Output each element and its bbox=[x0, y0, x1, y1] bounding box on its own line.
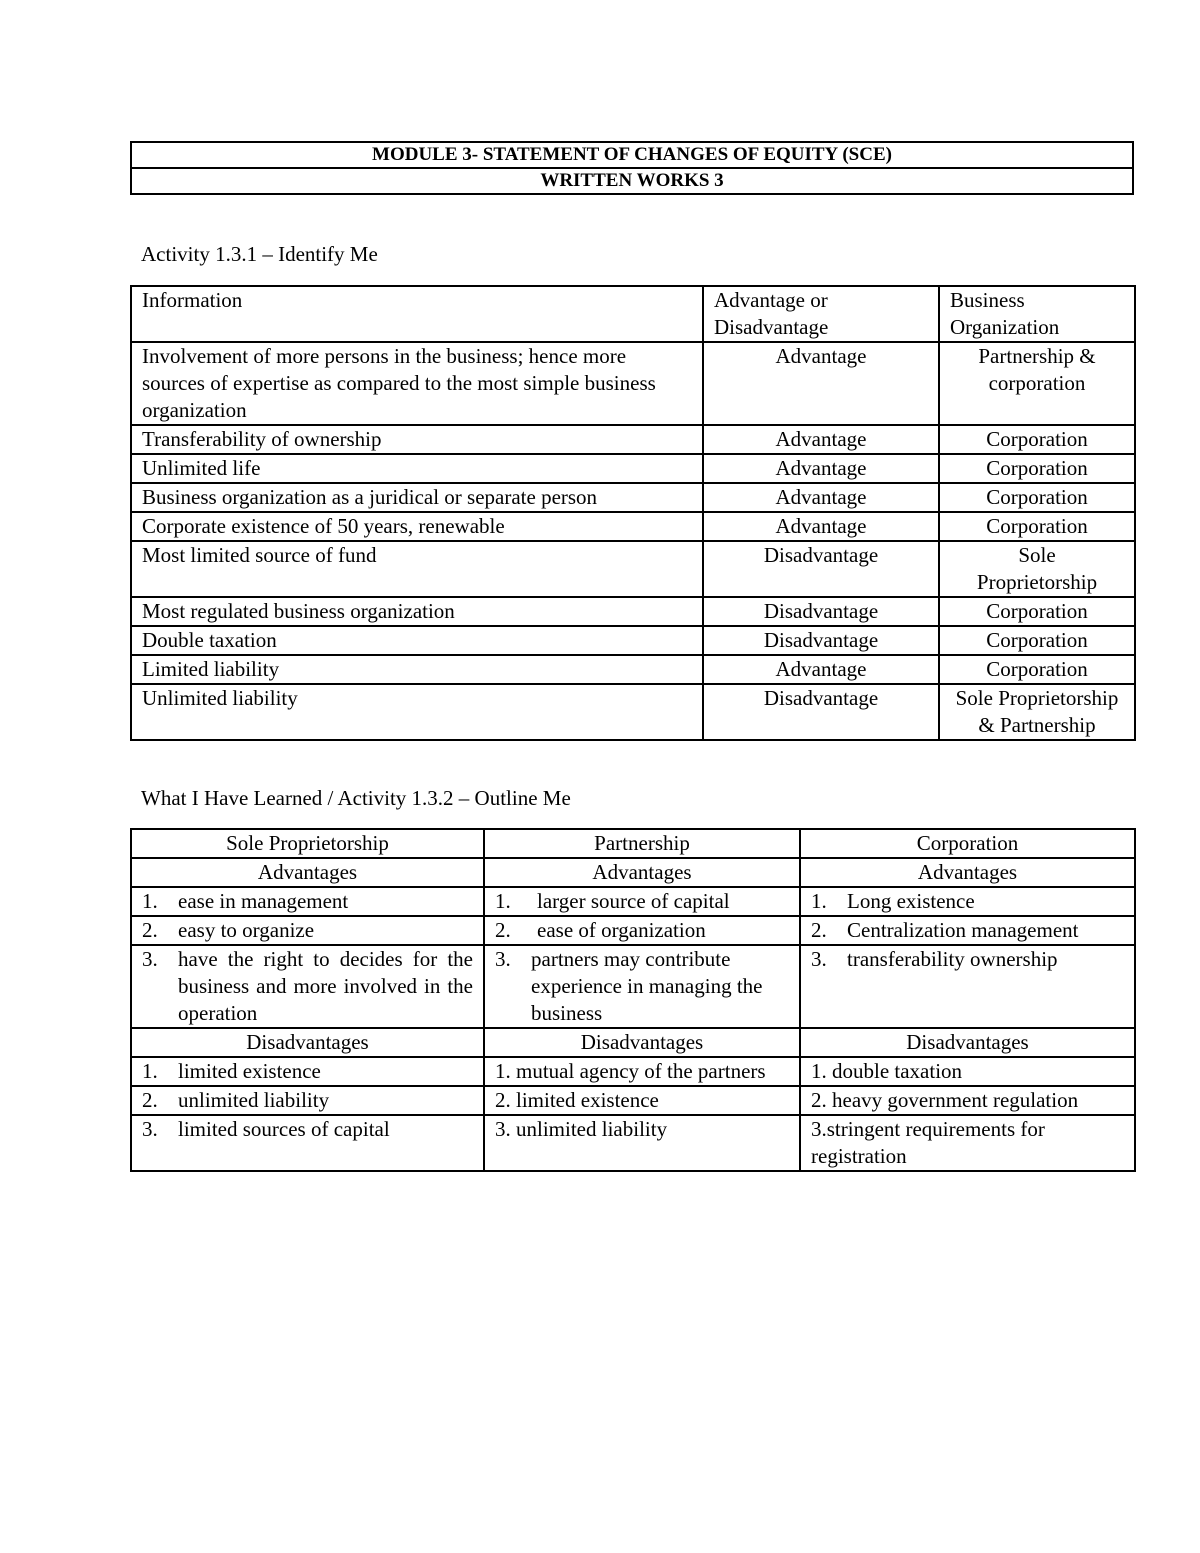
org-cell: Corporation bbox=[939, 425, 1135, 454]
item-text: ease of organization bbox=[537, 918, 706, 942]
item-text: partners may contribute experience in managing the business bbox=[531, 947, 763, 1025]
table-row bbox=[131, 945, 1135, 1028]
type-cell: Disadvantage bbox=[703, 684, 939, 740]
item-number: 2. bbox=[811, 918, 827, 942]
table-row bbox=[131, 1057, 1135, 1086]
table-row bbox=[131, 425, 1135, 454]
type-cell: Disadvantage bbox=[703, 597, 939, 626]
table-row bbox=[131, 342, 1135, 425]
list-item: 1. double taxation bbox=[800, 1057, 1135, 1086]
info-cell: Unlimited life bbox=[131, 454, 703, 483]
table-row bbox=[131, 483, 1135, 512]
list-item bbox=[800, 916, 1135, 945]
org-cell: Corporation bbox=[939, 483, 1135, 512]
table-header-row bbox=[131, 286, 1135, 342]
item-number: 1. bbox=[495, 889, 511, 913]
list-item bbox=[131, 916, 484, 945]
table-row bbox=[131, 1115, 1135, 1171]
column-partnership: Partnership bbox=[484, 829, 800, 858]
disadvantages-label: Disadvantages bbox=[484, 1028, 800, 1057]
type-cell: Advantage bbox=[703, 512, 939, 541]
item-number: 3. bbox=[495, 947, 511, 971]
header-information: Information bbox=[131, 286, 703, 342]
header-row bbox=[131, 168, 1133, 194]
item-number: 1. bbox=[811, 889, 827, 913]
type-cell: Advantage bbox=[703, 655, 939, 684]
info-cell: Limited liability bbox=[131, 655, 703, 684]
document-page bbox=[130, 141, 1134, 1172]
org-cell: Sole Proprietorship & Partnership bbox=[939, 684, 1135, 740]
disadvantages-label-row bbox=[131, 1028, 1135, 1057]
table-row bbox=[131, 1086, 1135, 1115]
table-row bbox=[131, 655, 1135, 684]
list-item bbox=[484, 916, 800, 945]
item-number: 2. bbox=[142, 1088, 158, 1112]
list-item bbox=[800, 945, 1135, 1028]
advantages-label-row bbox=[131, 858, 1135, 887]
list-item bbox=[131, 887, 484, 916]
item-text: larger source of capital bbox=[537, 889, 730, 913]
type-cell: Advantage bbox=[703, 425, 939, 454]
org-cell: Corporation bbox=[939, 454, 1135, 483]
info-cell: Involvement of more persons in the business; hence more sources of expertise as compared to the most simple business organization bbox=[131, 342, 703, 425]
type-cell: Disadvantage bbox=[703, 626, 939, 655]
item-number: 2. bbox=[142, 918, 158, 942]
advantages-label: Advantages bbox=[131, 858, 484, 887]
info-cell: Double taxation bbox=[131, 626, 703, 655]
org-cell: Corporation bbox=[939, 626, 1135, 655]
list-item bbox=[131, 1086, 484, 1115]
disadvantages-label: Disadvantages bbox=[800, 1028, 1135, 1057]
table-row bbox=[131, 626, 1135, 655]
activity1-title: Activity 1.3.1 – Identify Me bbox=[141, 242, 378, 266]
list-item bbox=[131, 945, 484, 1028]
header-business-organization: Business Organization bbox=[939, 286, 1135, 342]
table-row bbox=[131, 541, 1135, 597]
column-sole-proprietorship: Sole Proprietorship bbox=[131, 829, 484, 858]
header-row bbox=[131, 142, 1133, 168]
item-text: unlimited liability bbox=[178, 1088, 330, 1112]
table-row bbox=[131, 684, 1135, 740]
item-text: easy to organize bbox=[178, 918, 315, 942]
list-item bbox=[484, 945, 800, 1028]
column-corporation: Corporation bbox=[800, 829, 1135, 858]
module-title: MODULE 3- STATEMENT OF CHANGES OF EQUITY (SCE) bbox=[131, 142, 1133, 168]
list-item: 2. limited existence bbox=[484, 1086, 800, 1115]
item-text: Centralization management bbox=[847, 918, 1079, 942]
item-number: 3. bbox=[142, 947, 158, 971]
list-item bbox=[131, 1057, 484, 1086]
item-number: 1. bbox=[142, 889, 158, 913]
list-item bbox=[131, 1115, 484, 1171]
org-cell: Partnership & corporation bbox=[939, 342, 1135, 425]
info-cell: Most regulated business organization bbox=[131, 597, 703, 626]
advantages-label: Advantages bbox=[800, 858, 1135, 887]
table-row bbox=[131, 512, 1135, 541]
type-cell: Advantage bbox=[703, 483, 939, 512]
header-advantage-disadvantage: Advantage or Disadvantage bbox=[703, 286, 939, 342]
org-cell: Corporation bbox=[939, 512, 1135, 541]
item-number: 3. bbox=[142, 1117, 158, 1141]
item-text: limited existence bbox=[178, 1059, 321, 1083]
info-cell: Corporate existence of 50 years, renewable bbox=[131, 512, 703, 541]
item-number: 3. bbox=[811, 947, 827, 971]
list-item: 3.stringent requirements for registration bbox=[800, 1115, 1135, 1171]
table-row bbox=[131, 916, 1135, 945]
type-cell: Advantage bbox=[703, 454, 939, 483]
activity2-title: What I Have Learned / Activity 1.3.2 – Outline Me bbox=[141, 786, 571, 810]
identify-me-table bbox=[130, 285, 1136, 741]
org-cell: Sole Proprietorship bbox=[939, 541, 1135, 597]
list-item: 1. mutual agency of the partners bbox=[484, 1057, 800, 1086]
advantages-label: Advantages bbox=[484, 858, 800, 887]
table-row bbox=[131, 597, 1135, 626]
list-item: 3. unlimited liability bbox=[484, 1115, 800, 1171]
item-text: transferability ownership bbox=[847, 947, 1058, 971]
item-text: limited sources of capital bbox=[178, 1117, 390, 1141]
list-item bbox=[800, 887, 1135, 916]
outline-me-table bbox=[130, 828, 1136, 1172]
org-cell: Corporation bbox=[939, 655, 1135, 684]
table-row bbox=[131, 454, 1135, 483]
module-subtitle: WRITTEN WORKS 3 bbox=[131, 168, 1133, 194]
disadvantages-label: Disadvantages bbox=[131, 1028, 484, 1057]
info-cell: Most limited source of fund bbox=[131, 541, 703, 597]
item-number: 2. bbox=[495, 918, 511, 942]
table-header-row bbox=[131, 829, 1135, 858]
list-item bbox=[484, 887, 800, 916]
item-text: Long existence bbox=[847, 889, 975, 913]
info-cell: Business organization as a juridical or separate person bbox=[131, 483, 703, 512]
type-cell: Advantage bbox=[703, 342, 939, 425]
item-number: 1. bbox=[142, 1059, 158, 1083]
info-cell: Transferability of ownership bbox=[131, 425, 703, 454]
item-text: ease in management bbox=[178, 889, 349, 913]
org-cell: Corporation bbox=[939, 597, 1135, 626]
table-row bbox=[131, 887, 1135, 916]
list-item: 2. heavy government regulation bbox=[800, 1086, 1135, 1115]
item-text: have the right to decides for the business and more involved in the operation bbox=[178, 947, 473, 1025]
type-cell: Disadvantage bbox=[703, 541, 939, 597]
info-cell: Unlimited liability bbox=[131, 684, 703, 740]
module-header bbox=[130, 141, 1134, 195]
